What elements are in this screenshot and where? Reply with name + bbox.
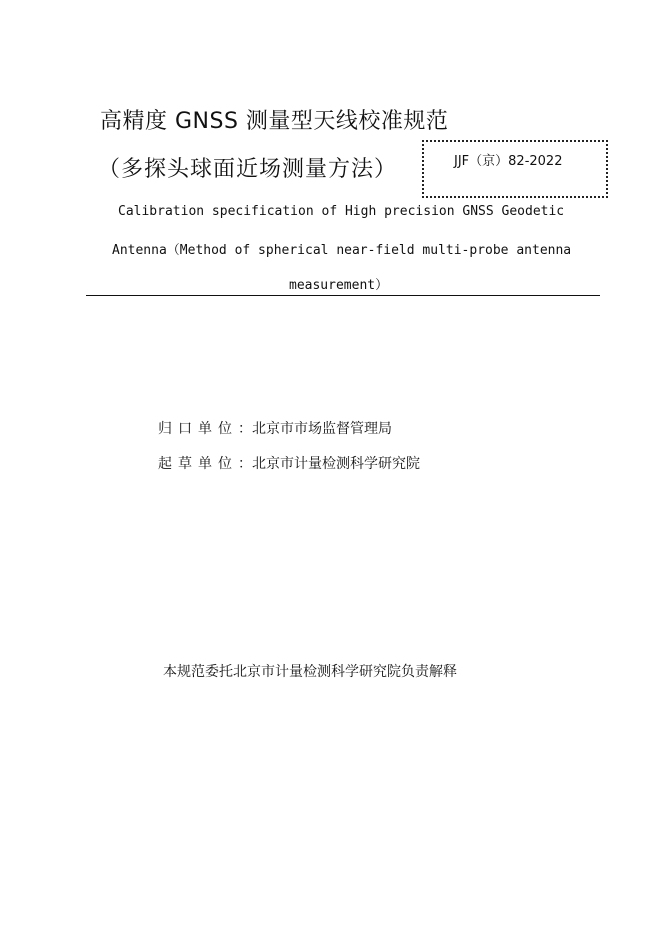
standard-code: JJF（京）82-2022: [454, 154, 563, 169]
drafter-value: 北京市计量检测科学研究院: [252, 456, 420, 472]
interpretation-note: 本规范委托北京市计量检测科学研究院负责解释: [163, 664, 457, 680]
drafter-colon: ：: [238, 456, 252, 472]
title-en-line-2: Antenna（Method of spherical near-field multi-probe antenna: [112, 243, 572, 258]
authority-label: 归口单位: [158, 421, 238, 437]
drafter-row: [158, 453, 420, 473]
document-subtitle-cn: （多探头球面近场测量方法）: [98, 157, 398, 182]
title-divider: [86, 295, 600, 296]
title-en-line-1: Calibration specification of High precision GNSS Geodetic: [118, 204, 565, 219]
authority-row: [158, 418, 392, 438]
drafter-label: 起草单位: [158, 456, 238, 472]
standard-code-box: [422, 140, 608, 198]
authority-value: 北京市市场监督管理局: [252, 421, 392, 437]
document-title-cn: 高精度 GNSS 测量型天线校准规范: [100, 109, 449, 134]
title-en-line-3: measurement）: [289, 278, 389, 293]
authority-colon: ：: [238, 421, 252, 437]
